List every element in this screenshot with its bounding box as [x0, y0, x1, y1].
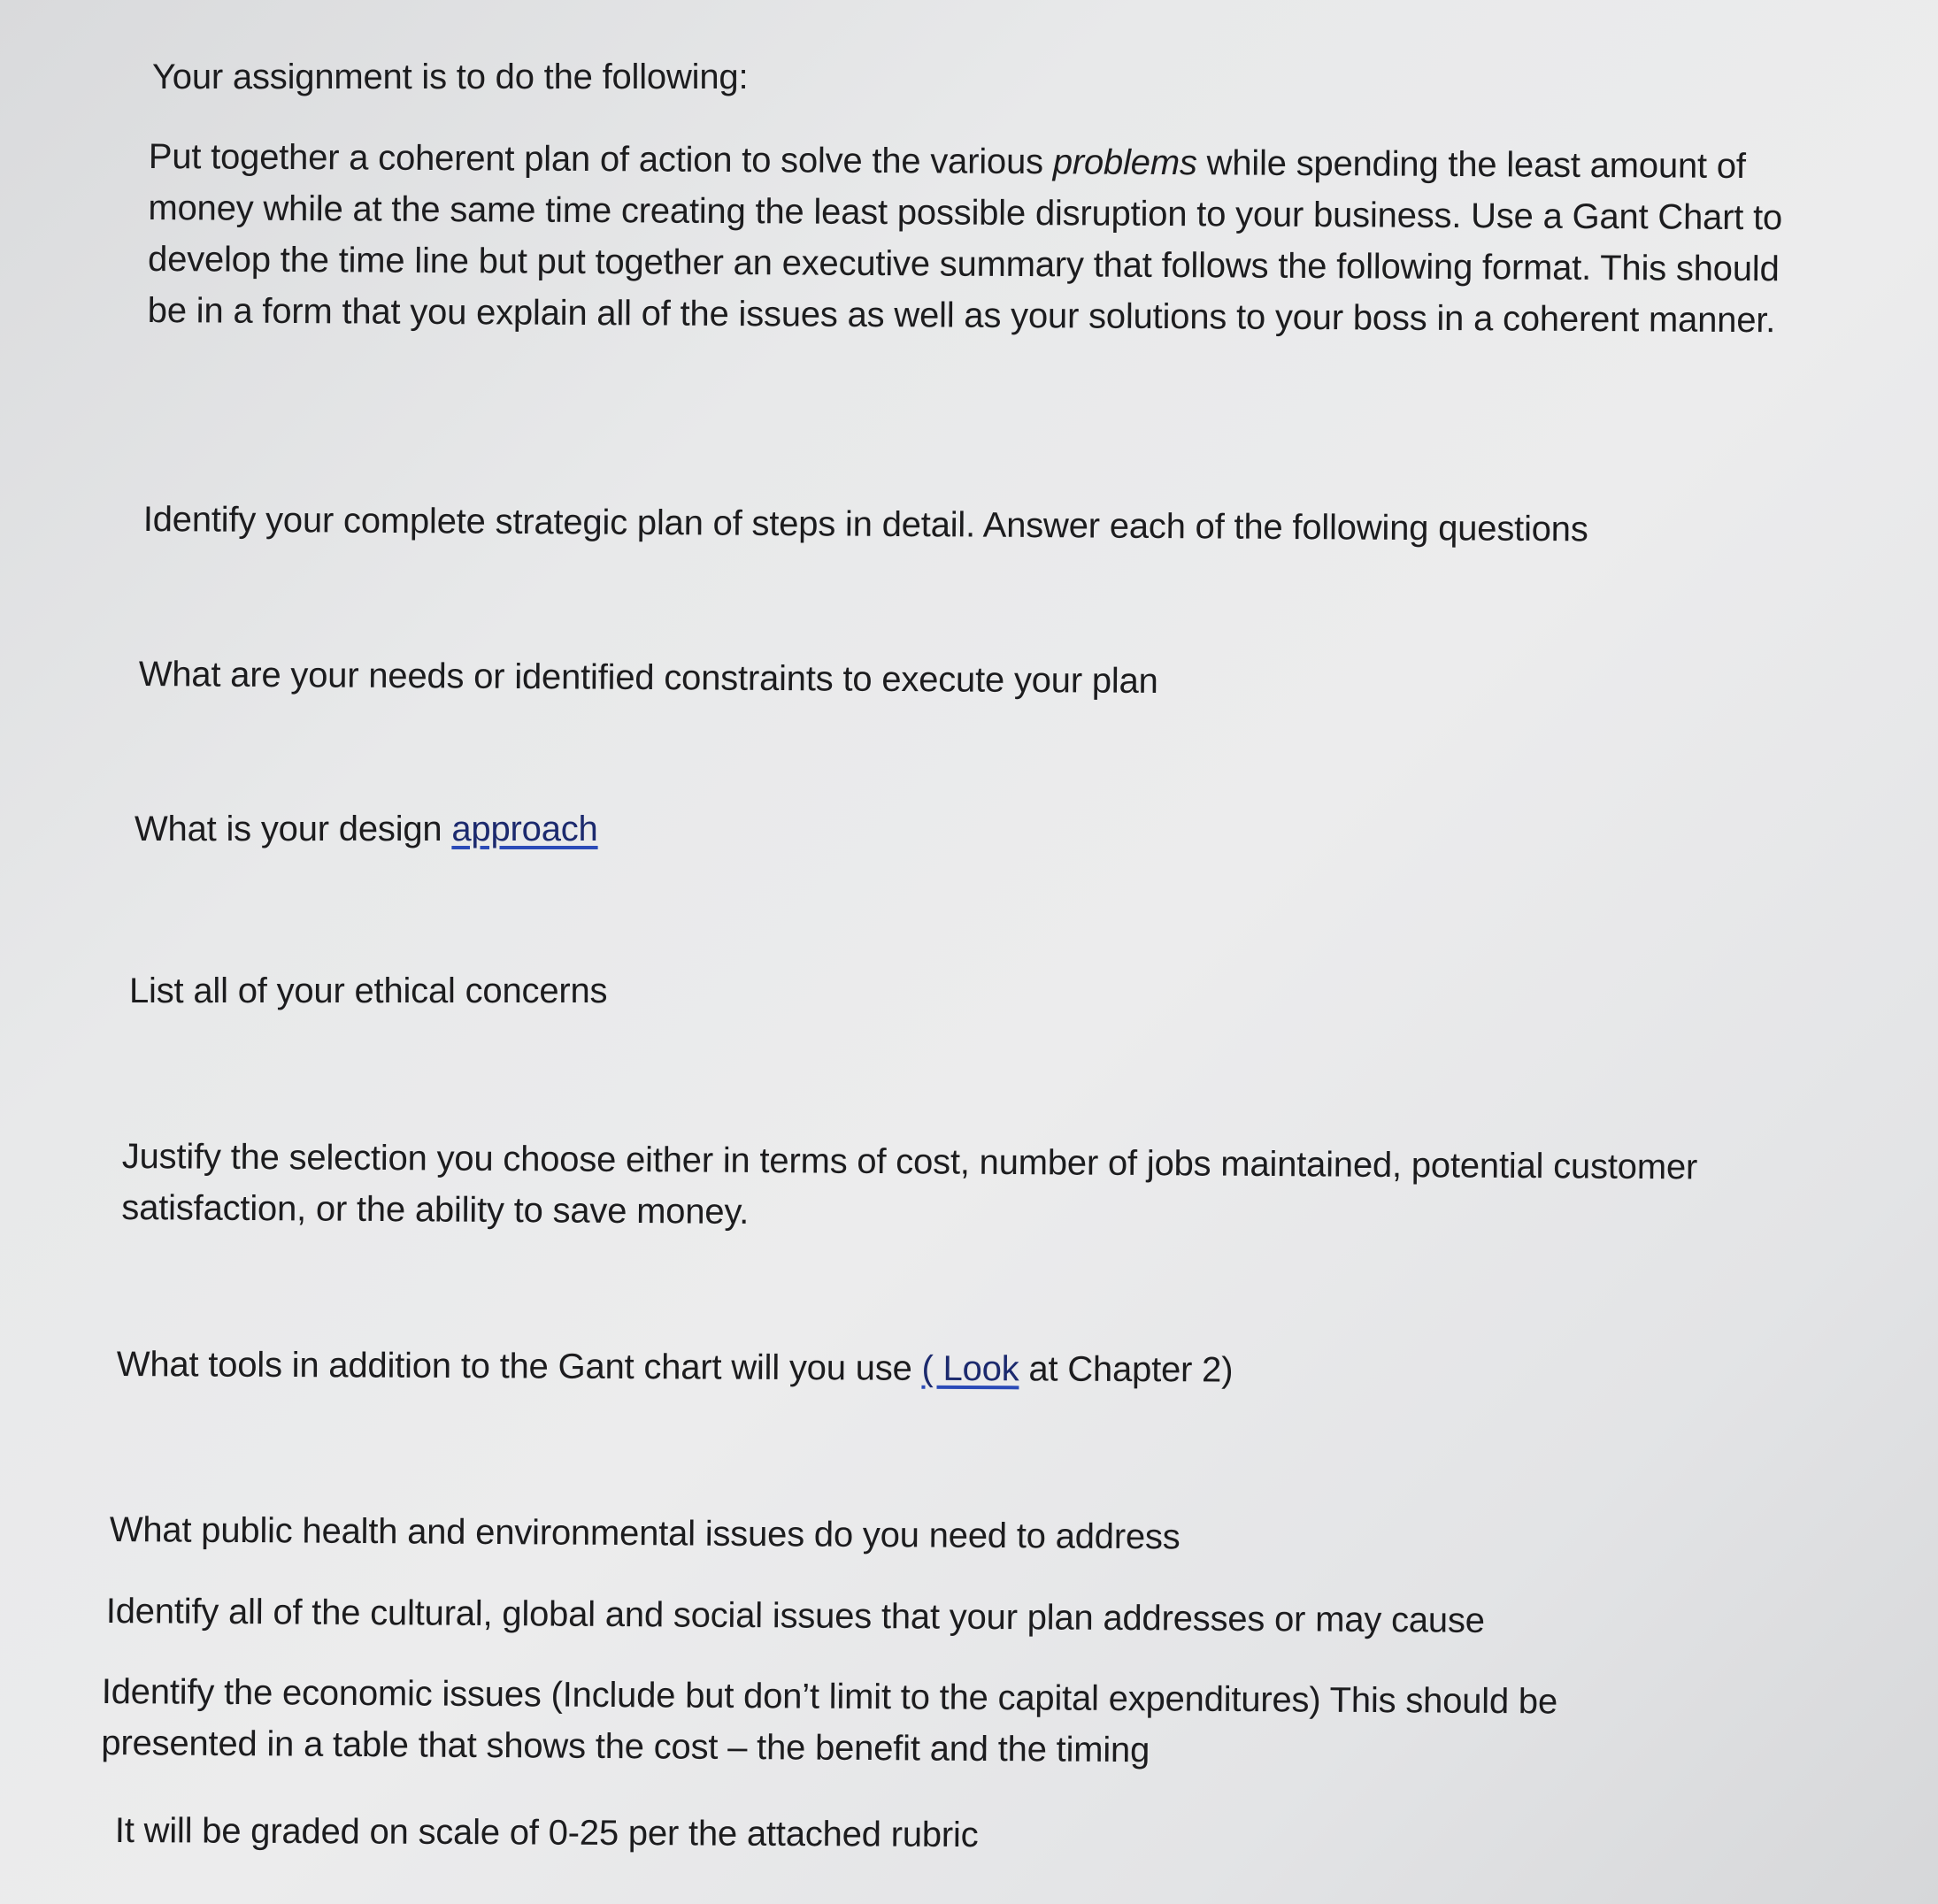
intro-text-part2: while spending the least amount of money while at the same time creating the least possible disruption to your business. Use a Gant Chart to develop the time line but put together an executive summary that follows the following format. This should be in a form that you explain all of the issues as well as your solutions to your boss in a coherent manner. [147, 143, 1783, 341]
question-design-approach [135, 803, 598, 855]
question-ethical-concerns: List all of your ethical concerns [129, 971, 608, 1010]
assignment-heading: Your assignment is to do the following: [152, 58, 749, 96]
question-strategic-plan: Identify your complete strategic plan of steps in detail. Answer each of the following questions [142, 499, 1588, 549]
question-economic-issues: Identify the economic issues (Include but don’t limit to the capital expenditures) This should be presented in a table that shows the cost – the benefit and the timing [101, 1671, 1558, 1770]
grading-note: It will be graded on scale of 0-25 per the attached rubric [114, 1810, 979, 1855]
look-link[interactable]: ( Look [921, 1348, 1019, 1389]
design-approach-text: What is your design [135, 810, 452, 848]
question-justify-selection: Justify the selection you choose either in terms of cost, number of jobs maintained, potential customer satisfaction, or the ability to save money. [121, 1136, 1698, 1232]
question-public-health: What public health and environmental issues do you need to address [109, 1509, 1180, 1557]
tools-text-after: at Chapter 2) [1019, 1349, 1234, 1390]
intro-emphasis: problems [1052, 142, 1197, 183]
intro-text-part1: Put together a coherent plan of action to solve the various [148, 136, 1053, 182]
intro-paragraph [148, 131, 1812, 346]
question-cultural-issues: Identify all of the cultural, global and social issues that your plan addresses or may cause [105, 1591, 1485, 1640]
approach-link[interactable]: approach [451, 810, 598, 848]
tools-text: What tools in addition to the Gant chart will you use [116, 1344, 922, 1388]
question-tools [117, 1339, 1234, 1396]
question-needs-constraints: What are your needs or identified constraints to execute your plan [138, 654, 1158, 702]
